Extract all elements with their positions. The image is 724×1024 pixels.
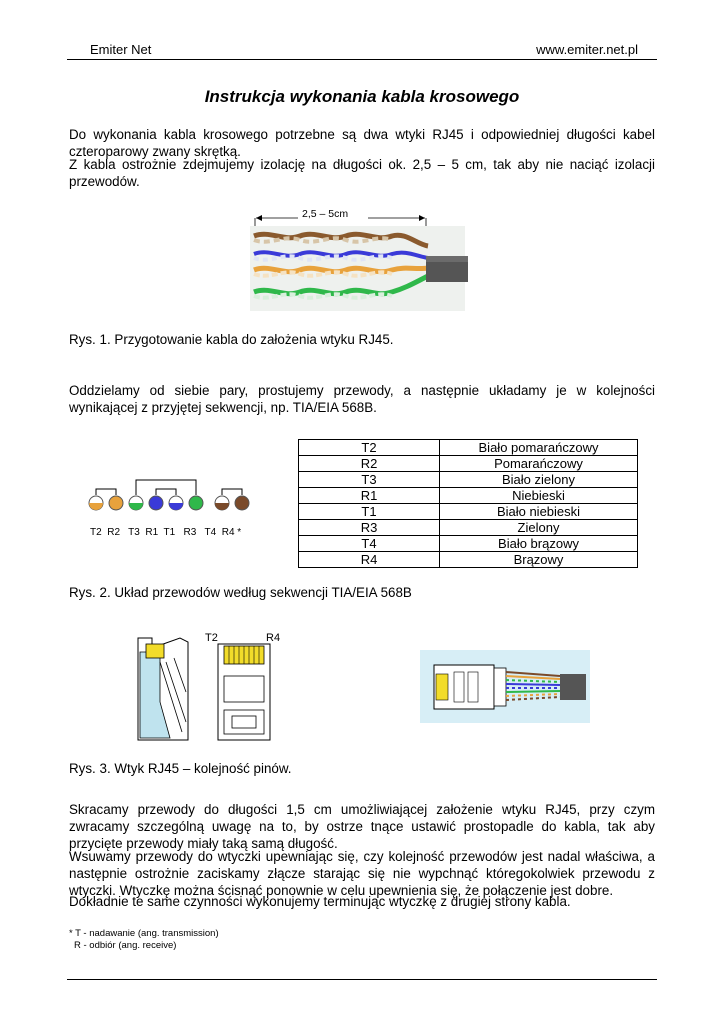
final-paragraph-2: Wsuwamy przewody do wtyczki upewniając się, czy kolejność przewodów jest nadal właściwa, a następnie ostrożnie zaciskamy złącze starając się nie wypchnąć któregokolwiek przewodu z wtyczki. Wtyczkę można ścisnąć ponownie w celu upewnienia się, że połączenie jest dobre.	[69, 849, 655, 898]
pin-cell: R3	[299, 520, 440, 536]
footer-rule	[67, 979, 657, 980]
figure-2-caption: Rys. 2. Układ przewodów według sekwencji TIA/EIA 568B	[69, 585, 412, 600]
pin-labels: T2 R2 T3 R1 T1 R3 T4 R4 *	[90, 527, 242, 538]
header-rule	[67, 59, 657, 60]
rj45-front-view-icon	[216, 636, 272, 742]
strip-length-label: 2,5 – 5cm	[302, 208, 349, 220]
color-cell: Biało brązowy	[440, 536, 638, 552]
table-row	[299, 456, 638, 472]
pin-cell: R1	[299, 488, 440, 504]
color-cell: Biało niebieski	[440, 504, 638, 520]
final-paragraph-1: Skracamy przewody do długości 1,5 cm umożliwiającej założenie wtyku RJ45, przy czym zwracamy szczególną uwagę na to, by ostrze tnące ustawić prostopadle do kabla, tak aby przycięte przewody miały taką samą długość.	[69, 802, 655, 851]
table-row	[299, 440, 638, 456]
sequence-paragraph: Oddzielamy od siebie pary, prostujemy przewody, a następnie układamy je w kolejności wynikającej z przyjętej sekwencji, np. TIA/EIA 568B.	[69, 383, 655, 415]
plug-right-pin-label: R4	[266, 632, 281, 644]
table-row	[299, 472, 638, 488]
final-paragraph-3: Dokładnie te same czynności wykonujemy terminując wtyczkę z drugiej strony kabla.	[69, 894, 571, 909]
pin-color-diagram	[84, 475, 264, 525]
table-row	[299, 488, 638, 504]
intro-paragraph-1: Do wykonania kabla krosowego potrzebne są dwa wtyki RJ45 i odpowiedniej długości kabel czteroparowy zwany skrętką.	[69, 127, 655, 159]
color-cell: Brązowy	[440, 552, 638, 568]
table-row	[299, 504, 638, 520]
footnote-transmission: * T - nadawanie (ang. transmission)	[69, 928, 219, 939]
table-row	[299, 520, 638, 536]
color-cell: Niebieski	[440, 488, 638, 504]
figure-1-caption: Rys. 1. Przygotowanie kabla do założenia wtyku RJ45.	[69, 332, 394, 347]
color-cell: Zielony	[440, 520, 638, 536]
pin-cell: R4	[299, 552, 440, 568]
footnote-receive: R - odbiór (ang. receive)	[74, 940, 177, 951]
rj45-wired-plug-figure	[420, 650, 590, 723]
color-cell: Pomarańczowy	[440, 456, 638, 472]
table-row	[299, 552, 638, 568]
color-cell: Biało pomarańczowy	[440, 440, 638, 456]
header-site-name: Emiter Net	[90, 42, 152, 57]
intro-paragraph-2: Z kabla ostrożnie zdejmujemy izolację na długości ok. 2,5 – 5 cm, tak aby nie naciąć izolacji przewodów.	[69, 157, 655, 189]
pin-cell: T2	[299, 440, 440, 456]
pin-cell: T1	[299, 504, 440, 520]
pin-cell: T3	[299, 472, 440, 488]
pin-cell: R2	[299, 456, 440, 472]
stripped-cable-figure	[250, 204, 470, 314]
sequence-table	[298, 439, 638, 568]
pin-cell: T4	[299, 536, 440, 552]
plug-left-pin-label: T2	[205, 632, 218, 644]
figure-3-caption: Rys. 3. Wtyk RJ45 – kolejność pinów.	[69, 761, 292, 776]
rj45-side-view-icon	[130, 632, 200, 742]
page-title: Instrukcja wykonania kabla krosowego	[204, 87, 520, 106]
header-url[interactable]: www.emiter.net.pl	[536, 42, 638, 57]
table-row	[299, 536, 638, 552]
color-cell: Biało zielony	[440, 472, 638, 488]
